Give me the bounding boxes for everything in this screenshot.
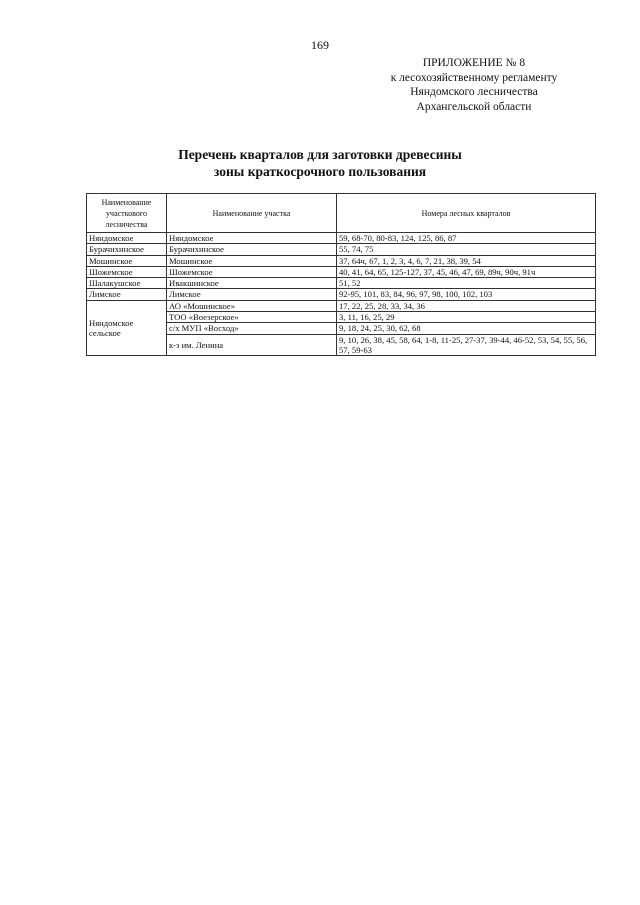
quarters-cell: 92-95, 101, 83, 84, 96, 97, 98, 100, 102, 103	[337, 289, 596, 300]
quarters-table	[86, 193, 596, 356]
quarters-cell: 59, 68-70, 80-83, 124, 125, 86, 87	[337, 233, 596, 244]
appendix-line: к лесохозяйственному регламенту	[390, 71, 558, 84]
site-cell: Шожемское	[167, 266, 337, 277]
header-site: Наименование участка	[167, 194, 337, 233]
site-cell: с/х МУП «Восход»	[167, 323, 337, 334]
site-cell: Бурачихинское	[167, 244, 337, 255]
site-cell: Лимское	[167, 289, 337, 300]
appendix-line: Архангельской области	[416, 100, 532, 113]
quarters-cell: 40, 41, 64, 65, 125-127, 37, 45, 46, 47, 69, 89ч, 90ч, 91ч	[337, 266, 596, 277]
title-line: зоны краткосрочного пользования	[213, 164, 427, 179]
site-cell: Мошинское	[167, 255, 337, 266]
table-row	[87, 244, 596, 255]
forestry-cell: Няндомское	[87, 233, 167, 244]
site-cell: АО «Мошинское»	[167, 300, 337, 311]
table-row	[87, 255, 596, 266]
table-row	[87, 266, 596, 277]
appendix-block	[354, 56, 594, 114]
appendix-title: ПРИЛОЖЕНИЕ № 8	[422, 57, 526, 69]
site-cell: Ивакшинское	[167, 278, 337, 289]
title-line: Перечень кварталов для заготовки древесины	[178, 147, 462, 162]
site-cell: Няндомское	[167, 233, 337, 244]
appendix-line: Няндомского лесничества	[410, 86, 538, 98]
quarters-cell: 9, 18, 24, 25, 30, 62, 68	[337, 323, 596, 334]
table-header-row	[87, 194, 596, 233]
document-title	[0, 146, 640, 180]
quarters-cell: 37, 64ч, 67, 1, 2, 3, 4, 6, 7, 21, 38, 39, 54	[337, 255, 596, 266]
table-row	[87, 278, 596, 289]
forestry-cell: Мошинское	[87, 255, 167, 266]
forestry-cell: Шожемское	[87, 266, 167, 277]
header-quarters: Номера лесных кварталов	[337, 194, 596, 233]
quarters-cell: 3, 11, 16, 25, 29	[337, 312, 596, 323]
forestry-cell: Шалакушское	[87, 278, 167, 289]
forestry-cell: Лимское	[87, 289, 167, 300]
table-row	[87, 289, 596, 300]
forestry-group-cell: Няндомское сельское	[87, 300, 167, 355]
table-row	[87, 233, 596, 244]
table-row	[87, 300, 596, 311]
site-cell: ТОО «Воезерское»	[167, 312, 337, 323]
forestry-cell: Бурачихинское	[87, 244, 167, 255]
site-cell: к-з им. Ленина	[167, 334, 337, 356]
quarters-cell: 55, 74, 75	[337, 244, 596, 255]
page-number: 169	[311, 38, 329, 52]
quarters-cell: 9, 10, 26, 38, 45, 58, 64, 1-8, 11-25, 27-37, 39-44, 46-52, 53, 54, 55, 56, 57, 59-63	[337, 334, 596, 356]
header-forestry: Наименование участкового лесничества	[87, 194, 167, 233]
quarters-cell: 51, 52	[337, 278, 596, 289]
quarters-cell: 17, 22, 25, 28, 33, 34, 36	[337, 300, 596, 311]
